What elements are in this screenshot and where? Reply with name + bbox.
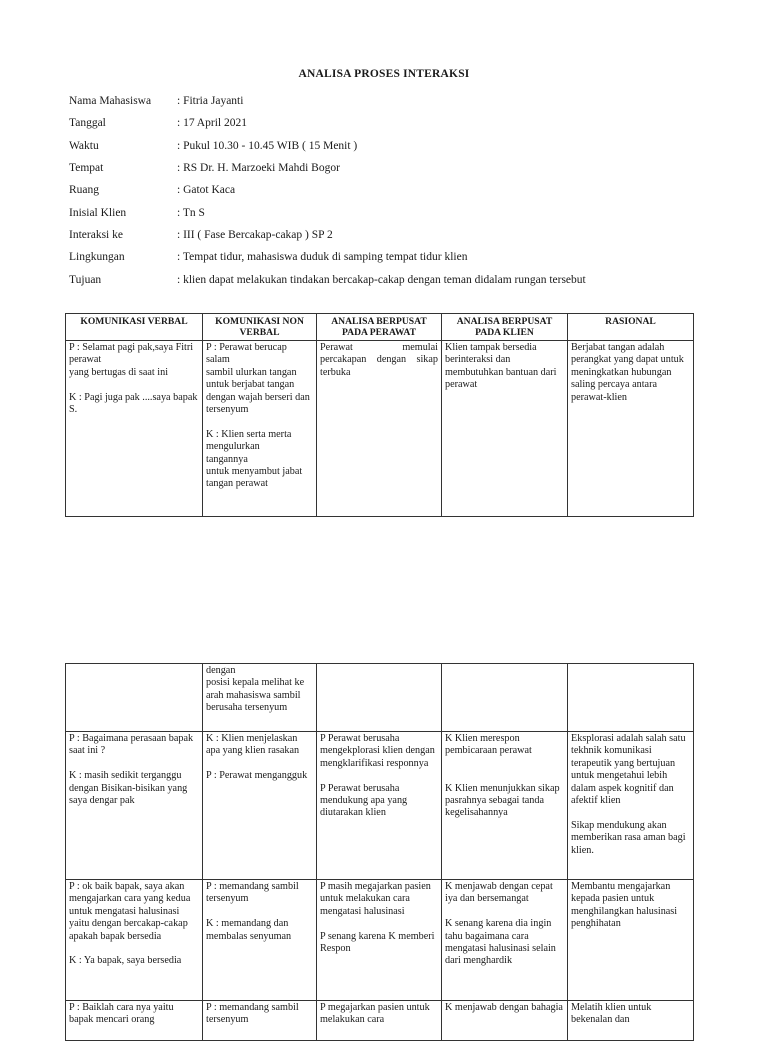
cell-non-verbal: P : memandang sambil tersenyum <box>203 1001 317 1041</box>
info-value: : Fitria Jayanti <box>177 95 244 108</box>
info-label: Lingkungan <box>69 251 125 264</box>
table-row <box>66 664 694 732</box>
cell-verbal <box>66 664 203 732</box>
header-analisa-perawat: ANALISA BERPUSAT PADA PERAWAT <box>317 314 442 341</box>
table-row <box>66 880 694 1001</box>
info-row-waktu <box>69 135 709 157</box>
info-label: Interaksi ke <box>69 228 123 241</box>
header-komunikasi-non-verbal: KOMUNIKASI NON VERBAL <box>203 314 317 341</box>
info-value: : RS Dr. H. Marzoeki Mahdi Bogor <box>177 162 340 175</box>
cell-verbal: P : Bagaimana perasaan bapak saat ini ? K : masih sedikit terganggu dengan Bisikan-bisikan yang saya dengar pak <box>66 732 203 880</box>
cell-rasional: Eksplorasi adalah salah satu tekhnik komunikasi terapeutik yang bertujuan untuk mengetahui lebih dalam aspek kognitif dan afektif klien Sikap mendukung akan memberikan rasa aman bagi klien. <box>568 732 694 880</box>
cell-analisa-perawat: Perawat memulai percakapan dengan sikap terbuka <box>317 341 442 517</box>
header-rasional: RASIONAL <box>568 314 694 341</box>
info-value: : Gatot Kaca <box>177 184 236 197</box>
cell-analisa-perawat <box>317 664 442 732</box>
info-label: Tempat <box>69 162 104 175</box>
info-label: Ruang <box>69 184 100 197</box>
cell-rasional: Melatih klien untuk bekenalan dan <box>568 1001 694 1041</box>
cell-non-verbal: P : memandang sambil tersenyum K : memandang dan membalas senyuman <box>203 880 317 1001</box>
info-value: : Pukul 10.30 - 10.45 WIB ( 15 Menit ) <box>177 139 358 152</box>
info-label: Tanggal <box>69 117 106 130</box>
cell-analisa-klien: K menjawab dengan cepat iya dan bersemangat K senang karena dia ingin tahu bagaimana cara mengatasi halusinasi selain dari menghardik <box>442 880 568 1001</box>
info-value: : III ( Fase Bercakap-cakap ) SP 2 <box>177 228 333 241</box>
cell-analisa-klien: Klien tampak bersedia berinteraksi dan membutuhkan bantuan dari perawat <box>442 341 568 517</box>
info-row-ruang <box>69 179 709 201</box>
cell-non-verbal: K : Klien menjelaskan apa yang klien rasakan P : Perawat mengangguk <box>203 732 317 880</box>
info-row-inisial-klien <box>69 201 709 223</box>
cell-rasional: Berjabat tangan adalah perangkat yang dapat untuk meningkatkan hubungan saling percaya antara perawat-klien <box>568 341 694 517</box>
table-row <box>66 1001 694 1041</box>
info-row-tujuan <box>69 268 709 290</box>
info-row-interaksi <box>69 224 709 246</box>
table-row <box>66 341 694 517</box>
info-label: Waktu <box>69 139 99 152</box>
cell-rasional: Membantu mengajarkan kepada pasien untuk menghilangkan halusinasi penghihatan <box>568 880 694 1001</box>
cell-non-verbal: P : Perawat berucap salam sambil ulurkan tangan untuk berjabat tangan dengan wajah berseri dan tersenyum K : Klien serta merta mengulurkan tangannya untuk menyambut jabat tangan perawat <box>203 341 317 517</box>
cell-analisa-klien: K menjawab dengan bahagia <box>442 1001 568 1041</box>
cell-verbal: P : Baiklah cara nya yaitu bapak mencari orang <box>66 1001 203 1041</box>
info-value: : Tn S <box>177 206 205 219</box>
cell-verbal: P : Selamat pagi pak,saya Fitri perawat yang bertugas di saat ini K : Pagi juga pak ....saya bapak S. <box>66 341 203 517</box>
info-row-nama <box>69 90 709 112</box>
cell-analisa-perawat: P megajarkan pasien untuk melakukan cara <box>317 1001 442 1041</box>
page-title: ANALISA PROSES INTERAKSI <box>298 68 470 80</box>
info-value: : klien dapat melakukan tindakan bercakap-cakap dengan teman didalam rungan tersebut <box>177 273 586 286</box>
info-row-tempat <box>69 157 709 179</box>
interaction-table-page2 <box>65 663 694 1041</box>
table-header-row <box>66 314 694 341</box>
header-analisa-klien: ANALISA BERPUSAT PADA KLIEN <box>442 314 568 341</box>
interaction-table-page1 <box>65 313 694 517</box>
cell-non-verbal: dengan posisi kepala melihat ke arah mahasiswa sambil berusaha tersenyum <box>203 664 317 732</box>
cell-rasional <box>568 664 694 732</box>
info-label: Tujuan <box>69 273 102 286</box>
info-row-lingkungan <box>69 246 709 268</box>
info-value: : Tempat tidur, mahasiswa duduk di samping tempat tidur klien <box>177 251 468 264</box>
cell-analisa-klien <box>442 664 568 732</box>
header-komunikasi-verbal: KOMUNIKASI VERBAL <box>66 314 203 341</box>
table-row <box>66 732 694 880</box>
info-label: Nama Mahasiswa <box>69 95 152 108</box>
cell-analisa-klien: K Klien merespon pembicaraan perawat K Klien menunjukkan sikap pasrahnya sebagai tanda kegelisahannya <box>442 732 568 880</box>
info-row-tanggal <box>69 112 709 134</box>
cell-analisa-perawat: P masih megajarkan pasien untuk melakukan cara mengatasi halusinasi P senang karena K memberi Respon <box>317 880 442 1001</box>
info-label: Inisial Klien <box>69 206 127 219</box>
cell-analisa-perawat: P Perawat berusaha mengekplorasi klien dengan mengklarifikasi responnya P Perawat berusaha mendukung apa yang diutarakan klien <box>317 732 442 880</box>
cell-verbal: P : ok baik bapak, saya akan mengajarkan cara yang kedua untuk mengatasi halusinasi yaitu dengan bercakap-cakap apakah bapak bersedia K : Ya bapak, saya bersedia <box>66 880 203 1001</box>
info-value: : 17 April 2021 <box>177 117 247 130</box>
info-section <box>69 90 709 291</box>
